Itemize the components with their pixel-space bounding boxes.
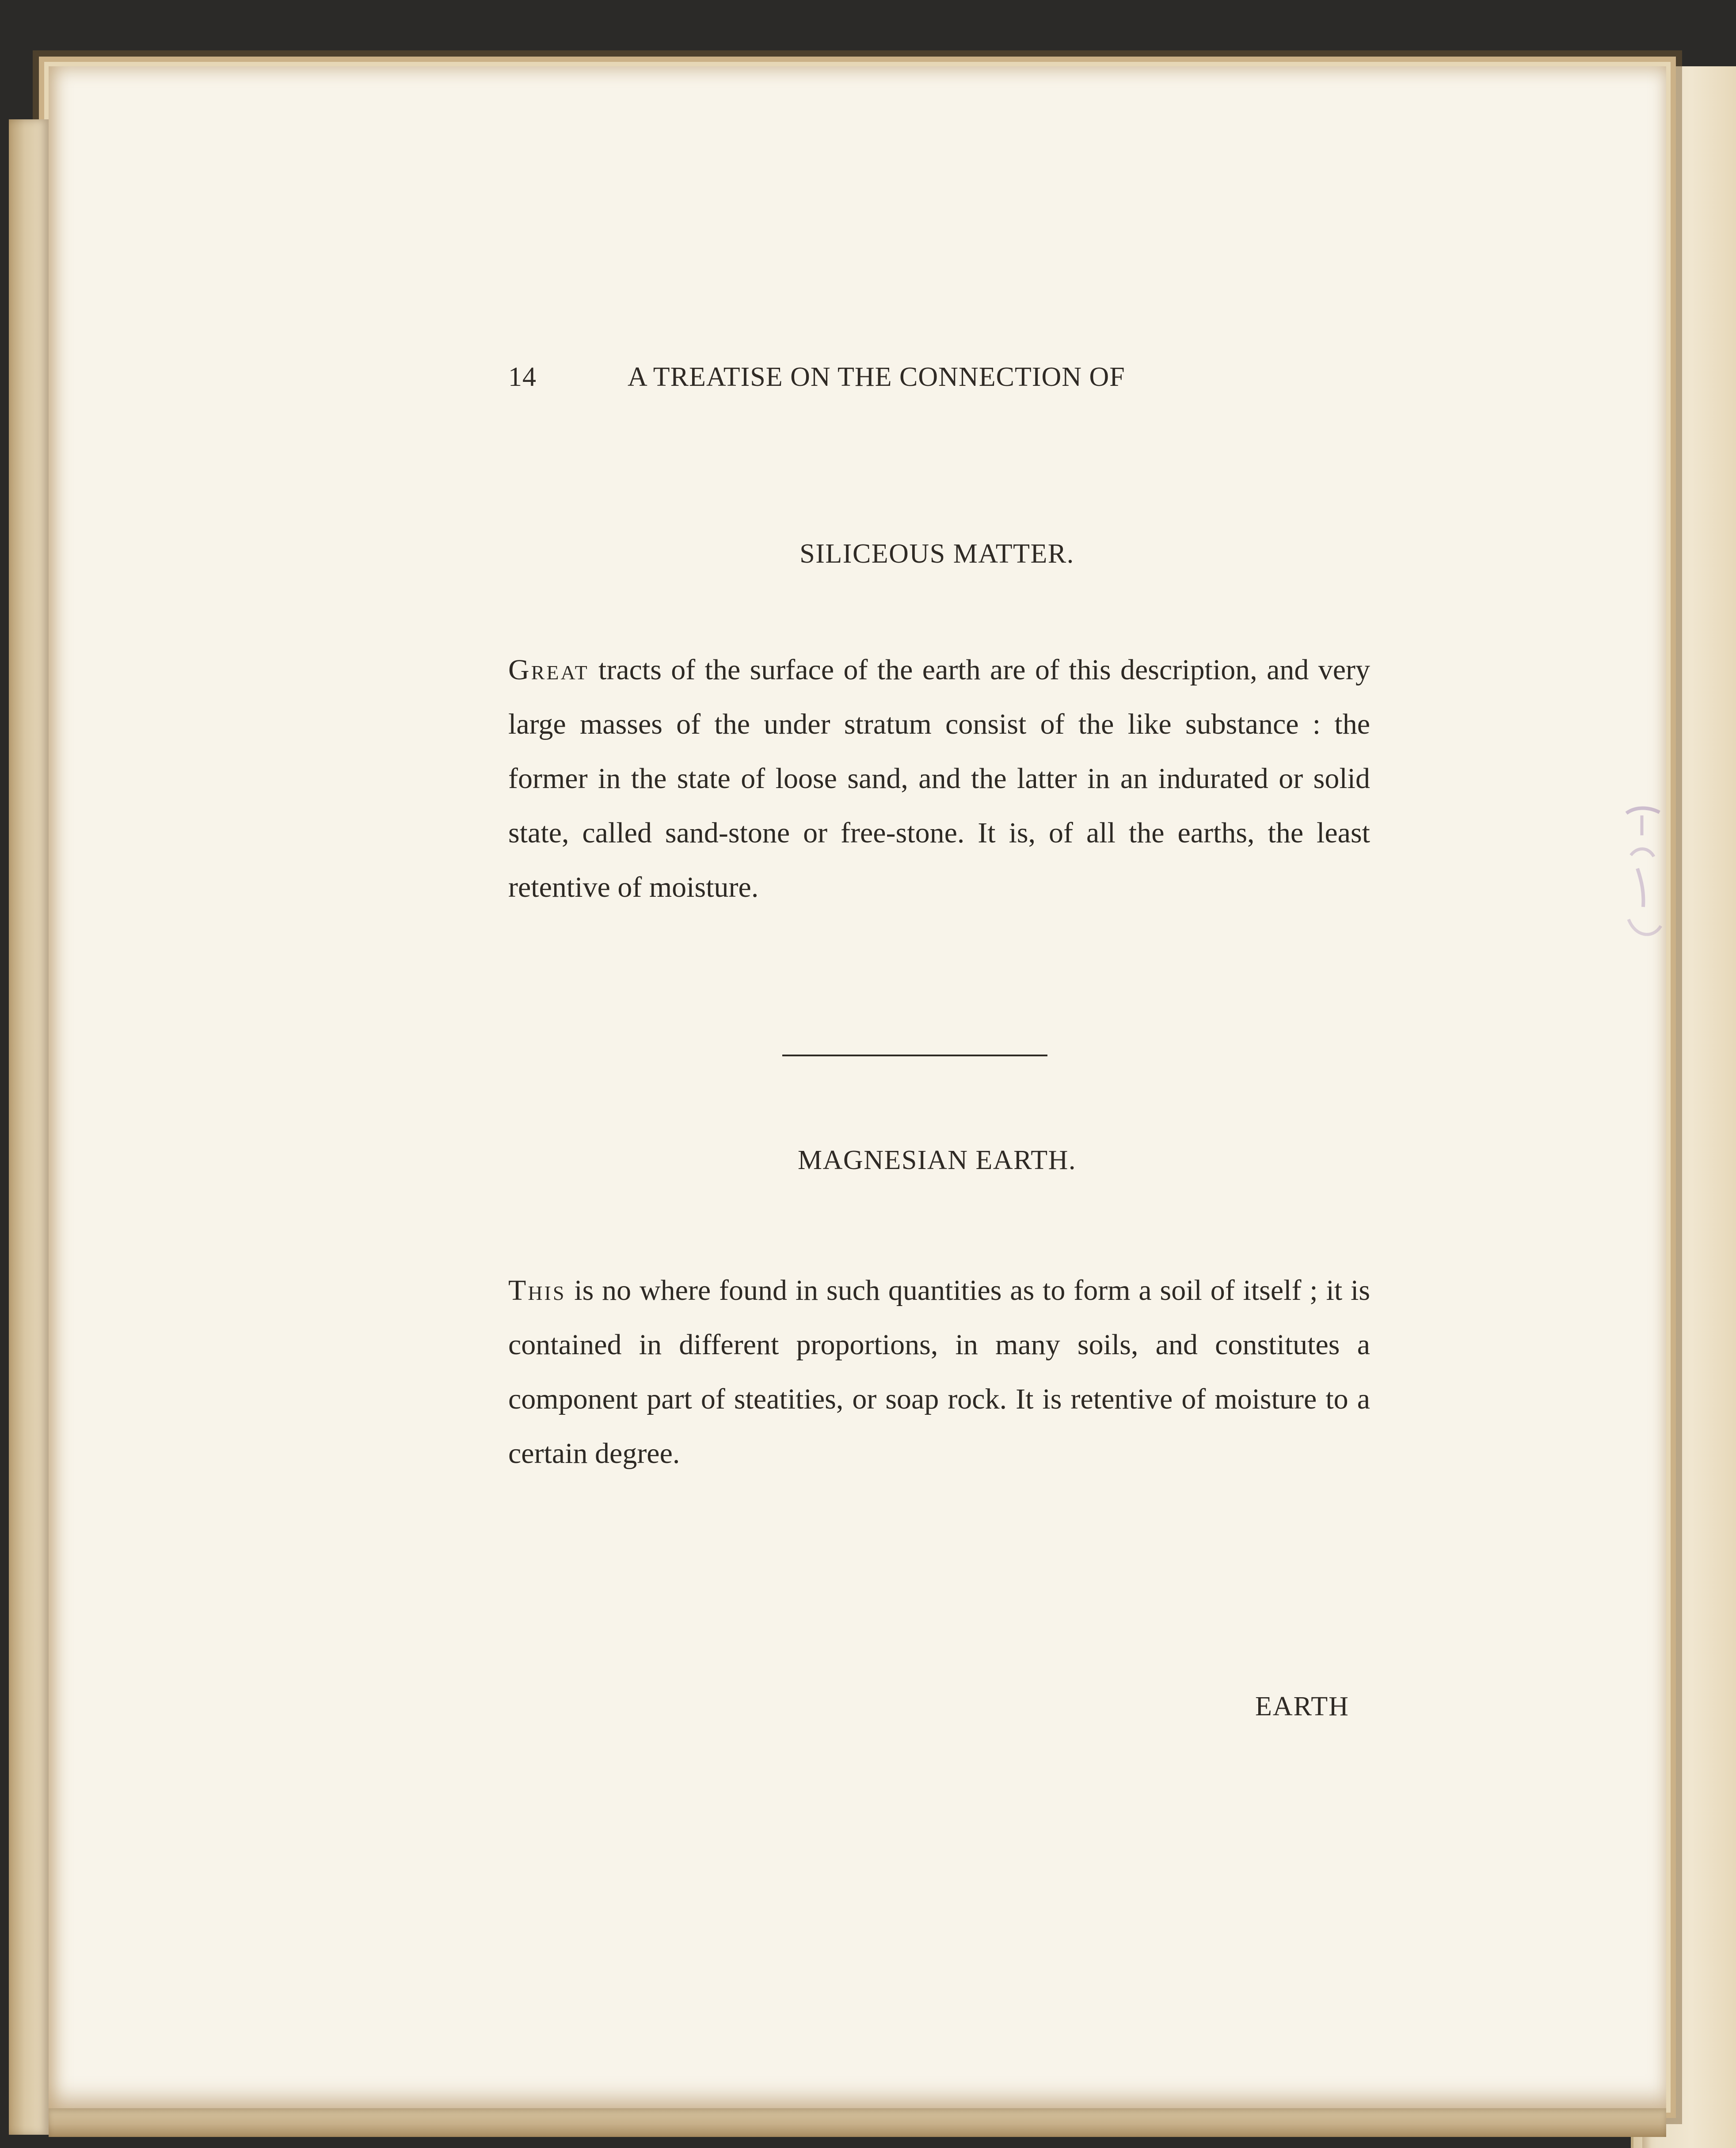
section-paragraph-siliceous xyxy=(508,643,1370,914)
catchword: EARTH xyxy=(1255,1691,1349,1721)
section-heading-magnesian: MAGNESIAN EARTH. xyxy=(798,1145,1076,1175)
section-paragraph-magnesian xyxy=(508,1263,1370,1481)
paragraph-lead-siliceous: Great xyxy=(508,654,589,686)
section-divider xyxy=(782,1055,1047,1056)
paragraph-lead-magnesian: This xyxy=(508,1274,566,1306)
paragraph-text-magnesian: is no where found in such quantities as to form a soil of itself ; it is contained in different proportions, in many soils, and constitutes a component part of steatities, or soap rock. It is retentive of moisture to a certain degree. xyxy=(508,1274,1371,1470)
library-stamp-icon xyxy=(1618,804,1671,950)
section-heading-siliceous: SILICEOUS MATTER. xyxy=(799,539,1074,569)
paragraph-text-siliceous: tracts of the surface of the earth are of this description, and very large masses of the under stratum consist of the like substance : the former in the state of loose sand, and the latter in an indurated or solid state, called sand-stone or free-stone. It is, of all the earths, the least retentive of moisture. xyxy=(508,654,1371,903)
running-title: A TREATISE ON THE CONNECTION OF xyxy=(628,362,1125,392)
page-number: 14 xyxy=(508,362,537,392)
